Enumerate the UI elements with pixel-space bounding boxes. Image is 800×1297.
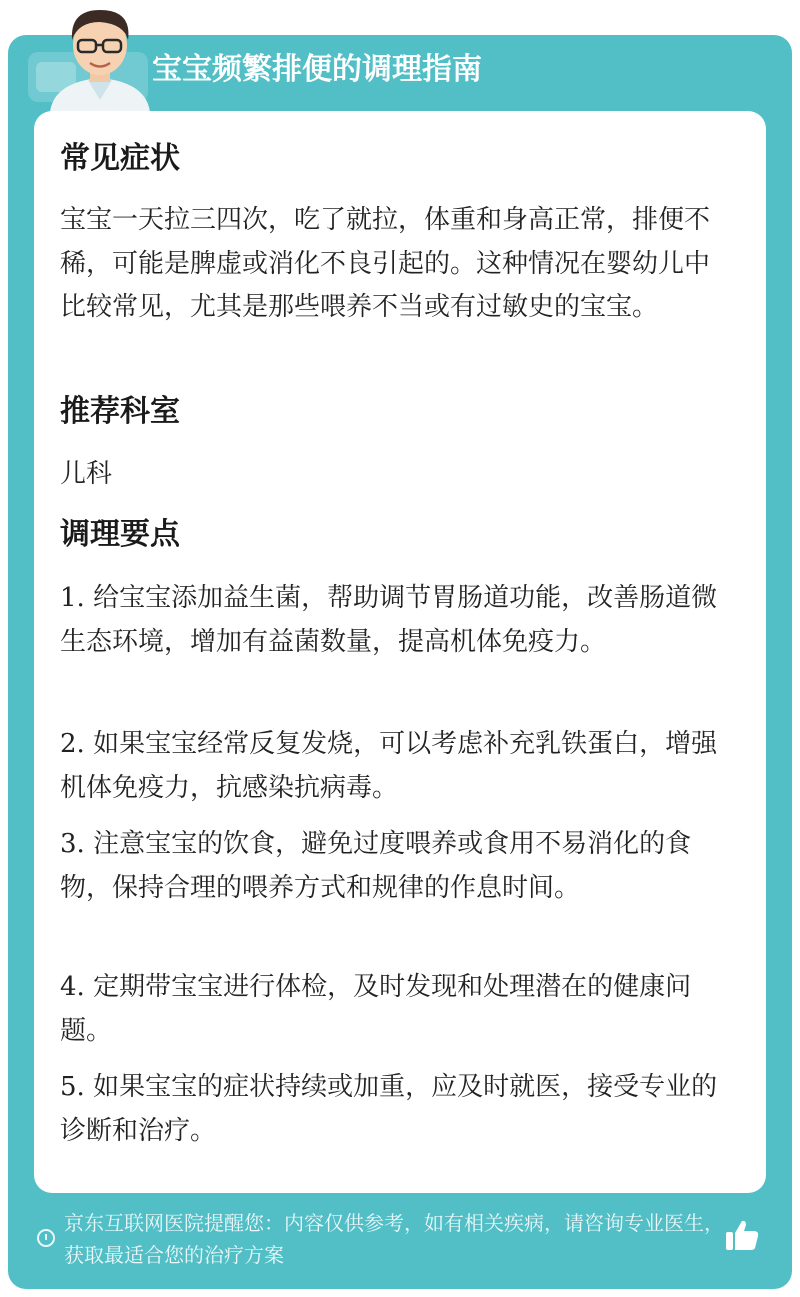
tip-text: 给宝宝添加益生菌，帮助调节胃肠道功能，改善肠道微生态环境，增加有益菌数量，提高机体免疫力。 [60, 583, 718, 657]
tip-item-4 [60, 966, 730, 1053]
tip-item-5 [60, 1066, 730, 1153]
tip-number: 5. [60, 1072, 85, 1102]
doctor-avatar-icon [40, 0, 160, 112]
symptoms-heading: 常见症状 [60, 141, 180, 176]
department-heading: 推荐科室 [60, 394, 180, 429]
tips-heading: 调理要点 [60, 517, 180, 552]
tip-text: 如果宝宝的症状持续或加重，应及时就医，接受专业的诊断和治疗。 [60, 1072, 718, 1146]
tip-text: 如果宝宝经常反复发烧，可以考虑补充乳铁蛋白，增强机体免疫力，抗感染抗病毒。 [60, 729, 718, 803]
page-title: 宝宝频繁排便的调理指南 [152, 52, 482, 87]
tip-number: 3. [60, 829, 85, 859]
tip-number: 1. [60, 583, 85, 613]
tip-number: 4. [60, 972, 85, 1002]
info-icon [37, 1229, 55, 1247]
tip-item-2 [60, 723, 730, 810]
content-panel [34, 111, 766, 1193]
tip-number: 2. [60, 729, 85, 759]
tip-item-3 [60, 823, 730, 910]
tip-text: 注意宝宝的饮食，避免过度喂养或食用不易消化的食物，保持合理的喂养方式和规律的作息时间。 [60, 829, 692, 903]
thumbs-up-icon[interactable] [724, 1218, 760, 1252]
tip-item-1 [60, 577, 730, 664]
department-text: 儿科 [60, 459, 113, 489]
symptoms-text: 宝宝一天拉三四次，吃了就拉，体重和身高正常，排便不稀，可能是脾虚或消化不良引起的。这种情况在婴幼儿中比较常见，尤其是那些喂养不当或有过敏史的宝宝。 [60, 205, 711, 322]
footer-notice: 京东互联网医院提醒您：内容仅供参考，如有相关疾病，请咨询专业医生，获取最适合您的治疗方案 [64, 1211, 724, 1267]
tip-text: 定期带宝宝进行体检，及时发现和处理潜在的健康问题。 [60, 972, 692, 1046]
